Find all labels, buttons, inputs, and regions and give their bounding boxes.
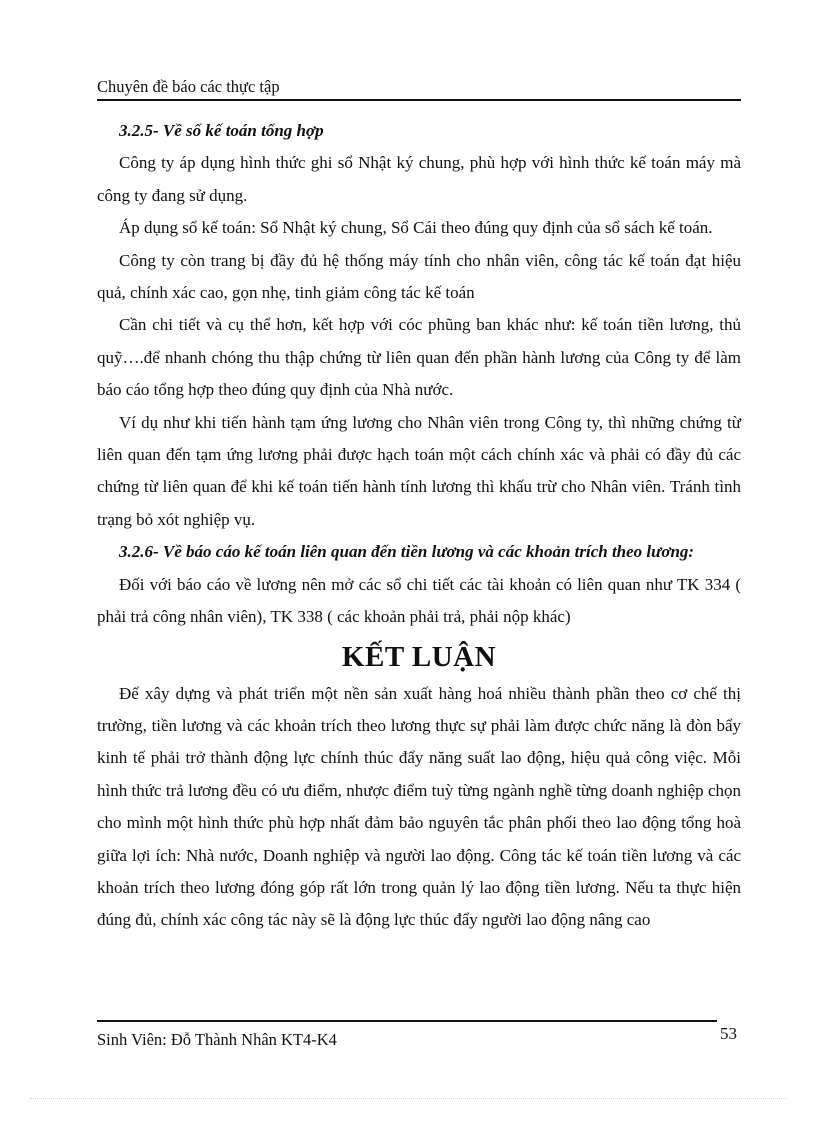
paragraph: Áp dụng sổ kế toán: Sổ Nhật ký chung, Sổ Cái theo đúng quy định của sổ sách kế toán.: [119, 218, 713, 238]
student-name: Sinh Viên: Đỗ Thành Nhân KT4-K4: [97, 1030, 337, 1049]
section-heading-3-2-6: 3.2.6- Về báo cáo kế toán liên quan đến tiền lương và các khoản trích theo lương:: [119, 542, 695, 562]
section-heading-3-2-5: 3.2.5- Về sổ kế toán tổng hợp: [119, 121, 324, 140]
document-title: Chuyên đề báo các thực tập: [97, 77, 280, 96]
conclusion-paragraph: Để xây dựng và phát triển một nền sản xuất hàng hoá nhiều thành phần theo cơ chế thị trường, tiền lương và các khoản trích theo lương thực sự phải làm được chức năng là đòn bẩy kinh tế phải trở thành động lực chính thúc đẩy năng suất lao động, hiệu quả công việc. Mỗi hình thức trả lương đều có ưu điểm, nhược điểm tuỳ từng ngành nghề từng doanh nghiệp chọn cho mình một hình thức phù hợp nhất đảm bảo nguyên tắc phân phối theo lao động tổng hoà giữa lợi ích: Nhà nước, Doanh nghiệp và người lao động. Công tác kế toán tiền lương và các khoản trích theo lương đóng góp rất lớn trong quản lý lao động tiền lương. Nếu ta thực hiện đúng đủ, chính xác công tác này sẽ là động lực thúc đẩy người lao động nâng cao: [97, 683, 741, 930]
page-content: [97, 115, 741, 937]
page-number: 53: [720, 1024, 737, 1043]
page-footer: [97, 1020, 737, 1049]
page-bottom-divider: [30, 1098, 786, 1099]
page-header: [97, 77, 741, 101]
paragraph: Công ty áp dụng hình thức ghi sổ Nhật ký chung, phù hợp với hình thức kế toán máy mà công ty đang sử dụng.: [97, 153, 741, 205]
paragraph: Ví dụ như khi tiến hành tạm ứng lương cho Nhân viên trong Công ty, thì những chứng từ liên quan đến tạm ứng lương phải được hạch toán một cách chính xác và phải có đầy đủ các chứng từ liên quan để khi kế toán tiến hành tính lương thì khấu trừ cho Nhân viên. Tránh tình trạng bỏ xót nghiệp vụ.: [97, 412, 741, 529]
conclusion-title: KẾT LUẬN: [341, 640, 497, 673]
paragraph: Công ty còn trang bị đầy đủ hệ thống máy tính cho nhân viên, công tác kế toán đạt hiệu quả, chính xác cao, gọn nhẹ, tinh giảm công tác kế toán: [97, 250, 741, 303]
paragraph: Cần chi tiết và cụ thể hơn, kết hợp với cóc phũng ban khác như: kế toán tiền lương, thủ quỹ….để nhanh chóng thu thập chứng từ liên quan đến phần hành lương của Công ty để làm báo cáo tổng hợp theo đúng quy định của Nhà nước.: [97, 315, 741, 400]
paragraph: Đối với báo cáo về lương nên mở các sổ chi tiết các tài khoản có liên quan như TK 334 ( phải trả công nhân viên), TK 338 ( các khoản phải trả, phải nộp khác): [97, 574, 741, 627]
